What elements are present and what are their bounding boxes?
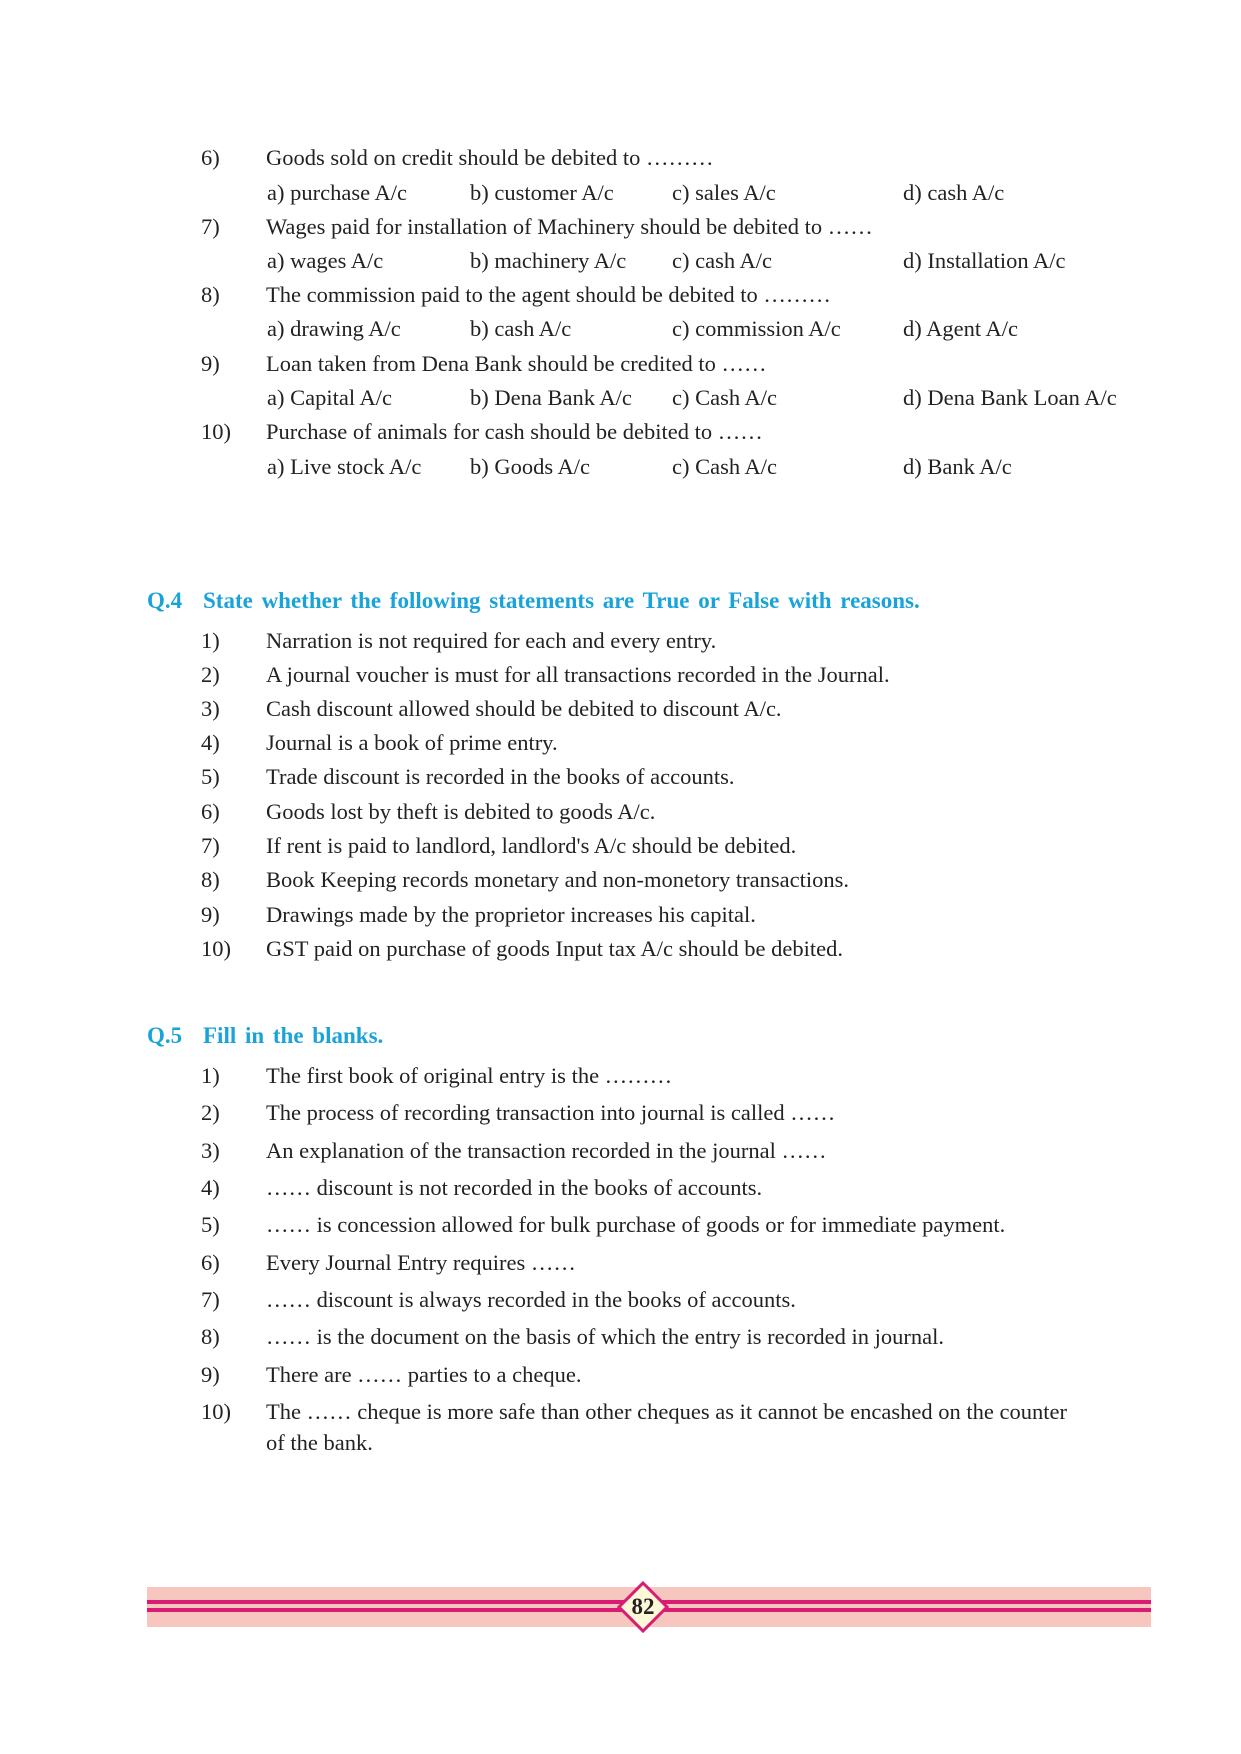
item-text: Narration is not required for each and every entry.: [266, 628, 717, 653]
option-d: d) cash A/c: [903, 180, 1005, 205]
page-footer: [147, 1587, 1151, 1627]
item-text: An explanation of the transaction recorded in the journal ……: [266, 1138, 827, 1163]
item-text: The …… cheque is more safe than other cheques as it cannot be encashed on the counter: [266, 1399, 1067, 1424]
question-text: Purchase of animals for cash should be debited to ……: [266, 419, 763, 444]
question-text: The commission paid to the agent should be debited to ………: [266, 282, 831, 307]
item-number: 1): [201, 1063, 220, 1088]
item-number: 4): [201, 730, 220, 755]
item-number: 6): [201, 799, 220, 824]
question-number: 10): [201, 419, 231, 444]
option-c: c) Cash A/c: [672, 385, 777, 410]
item-number: 3): [201, 696, 220, 721]
option-a: a) drawing A/c: [267, 316, 401, 341]
question-number: 6): [201, 145, 220, 170]
item-number: 1): [201, 628, 220, 653]
option-c: c) Cash A/c: [672, 454, 777, 479]
item-number: 5): [201, 1212, 220, 1237]
item-number: 9): [201, 902, 220, 927]
option-b: b) Dena Bank A/c: [470, 385, 632, 410]
item-text: If rent is paid to landlord, landlord's A/c should be debited.: [266, 833, 797, 858]
item-text: …… is concession allowed for bulk purchase of goods or for immediate payment.: [266, 1212, 1006, 1237]
option-d: d) Dena Bank Loan A/c: [903, 385, 1117, 410]
item-text: Book Keeping records monetary and non-monetory transactions.: [266, 867, 849, 892]
item-number: 4): [201, 1175, 220, 1200]
item-number: 7): [201, 1287, 220, 1312]
item-text: Journal is a book of prime entry.: [266, 730, 558, 755]
item-text: The first book of original entry is the ………: [266, 1063, 673, 1088]
item-text: …… is the document on the basis of which the entry is recorded in journal.: [266, 1324, 944, 1349]
item-text: The process of recording transaction into journal is called ……: [266, 1100, 836, 1125]
option-b: b) cash A/c: [470, 316, 572, 341]
question-group-title: State whether the following statements are True or False with reasons.: [203, 588, 920, 613]
item-text: Drawings made by the proprietor increases his capital.: [266, 902, 756, 927]
question-text: Goods sold on credit should be debited to ………: [266, 145, 714, 170]
item-number: 7): [201, 833, 220, 858]
item-text: Trade discount is recorded in the books of accounts.: [266, 764, 735, 789]
item-text: Goods lost by theft is debited to goods A/c.: [266, 799, 656, 824]
section-heading-q4: [147, 588, 920, 614]
option-d: d) Bank A/c: [903, 454, 1012, 479]
question-text: Wages paid for installation of Machinery should be debited to ……: [266, 214, 873, 239]
item-number: 8): [201, 867, 220, 892]
item-number: 3): [201, 1138, 220, 1163]
item-text: Every Journal Entry requires ……: [266, 1250, 576, 1275]
item-text: …… discount is always recorded in the books of accounts.: [266, 1287, 796, 1312]
item-number: 2): [201, 662, 220, 687]
option-d: d) Installation A/c: [903, 248, 1066, 273]
option-c: c) sales A/c: [672, 180, 776, 205]
item-number: 2): [201, 1100, 220, 1125]
question-group-number: Q.5: [147, 1023, 183, 1048]
item-text: Cash discount allowed should be debited to discount A/c.: [266, 696, 782, 721]
option-a: a) Capital A/c: [267, 385, 392, 410]
item-number: 6): [201, 1250, 220, 1275]
item-number: 10): [201, 1399, 231, 1424]
question-text: Loan taken from Dena Bank should be credited to ……: [266, 351, 767, 376]
option-a: a) purchase A/c: [267, 180, 407, 205]
section-heading-q5: [147, 1023, 383, 1049]
option-c: c) cash A/c: [672, 248, 772, 273]
question-number: 8): [201, 282, 220, 307]
page-number-badge: [617, 1581, 669, 1633]
item-number: 5): [201, 764, 220, 789]
option-c: c) commission A/c: [672, 316, 841, 341]
question-number: 9): [201, 351, 220, 376]
page-number: 82: [631, 1594, 655, 1619]
option-a: a) wages A/c: [267, 248, 384, 273]
option-a: a) Live stock A/c: [267, 454, 422, 479]
question-group-title: Fill in the blanks.: [203, 1023, 384, 1048]
item-number: 10): [201, 936, 231, 961]
item-number: 9): [201, 1362, 220, 1387]
option-d: d) Agent A/c: [903, 316, 1018, 341]
item-text: …… discount is not recorded in the books of accounts.: [266, 1175, 763, 1200]
item-text: There are …… parties to a cheque.: [266, 1362, 582, 1387]
option-b: b) Goods A/c: [470, 454, 590, 479]
item-text-continued: of the bank.: [266, 1430, 373, 1455]
option-b: b) customer A/c: [470, 180, 614, 205]
option-b: b) machinery A/c: [470, 248, 627, 273]
question-group-number: Q.4: [147, 588, 183, 613]
item-text: A journal voucher is must for all transactions recorded in the Journal.: [266, 662, 890, 687]
question-number: 7): [201, 214, 220, 239]
item-number: 8): [201, 1324, 220, 1349]
item-text: GST paid on purchase of goods Input tax A/c should be debited.: [266, 936, 843, 961]
